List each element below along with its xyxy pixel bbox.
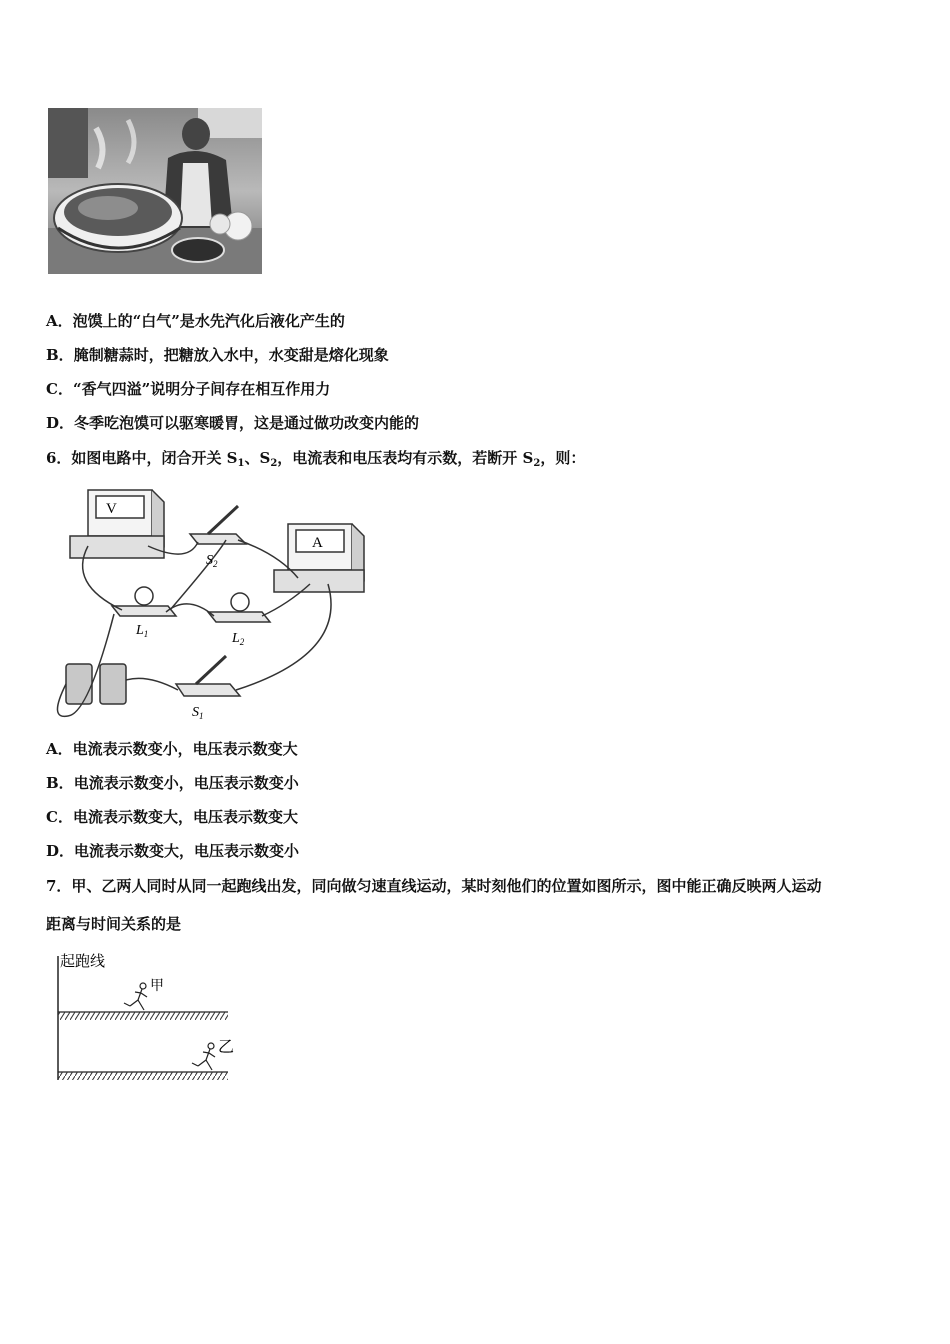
q6-option-a: A．电流表示数变小，电压表示数变大 [46, 740, 298, 758]
voltmeter-label: V [106, 501, 117, 517]
s2-label: $S_2$ [206, 553, 218, 569]
q5-option-b: B．腌制糖蒜时，把糖放入水中，水变甜是熔化现象 [46, 346, 389, 364]
q6-option-c: C．电流表示数变大，电压表示数变大 [46, 808, 298, 826]
runner-b-icon [192, 1043, 215, 1070]
running-figure [50, 948, 250, 1088]
q5-option-c: C．“香气四溢”说明分子间存在相互作用力 [46, 380, 331, 398]
runner-b-label: 乙 [218, 1037, 235, 1056]
l1-label: $L_1$ [136, 623, 149, 639]
q7-stem-line1: 7．甲、乙两人同时从同一起跑线出发，同向做匀速直线运动，某时刻他们的位置如图所示，图中能正确反映两人运动 [46, 877, 822, 895]
q5-option-d: D．冬季吃泡馍可以驱寒暖胃，这是通过做功改变内能的 [46, 414, 420, 432]
paomo-photo [48, 108, 262, 274]
q5-option-a: A．泡馍上的“白气”是水先汽化后液化产生的 [46, 312, 345, 330]
ammeter-label: A [312, 535, 323, 551]
circuit-figure [48, 484, 368, 720]
l2-label: $L_2$ [232, 631, 245, 647]
s1-label: $S_1$ [192, 705, 204, 720]
q6-option-b: B．电流表示数变小，电压表示数变小 [46, 774, 299, 792]
runner-a-icon [124, 983, 147, 1010]
q6-stem: 6．如图电路中，闭合开关 $S_1$、$S_2$，电流表和电压表均有示数，若断开 $S_2$，则： [46, 449, 586, 469]
runner-a-label: 甲 [150, 978, 164, 994]
q7-stem-line2: 距离与时间关系的是 [46, 915, 182, 933]
q6-option-d: D．电流表示数变大，电压表示数变小 [46, 842, 300, 860]
start-line-label: 起跑线 [60, 952, 106, 970]
